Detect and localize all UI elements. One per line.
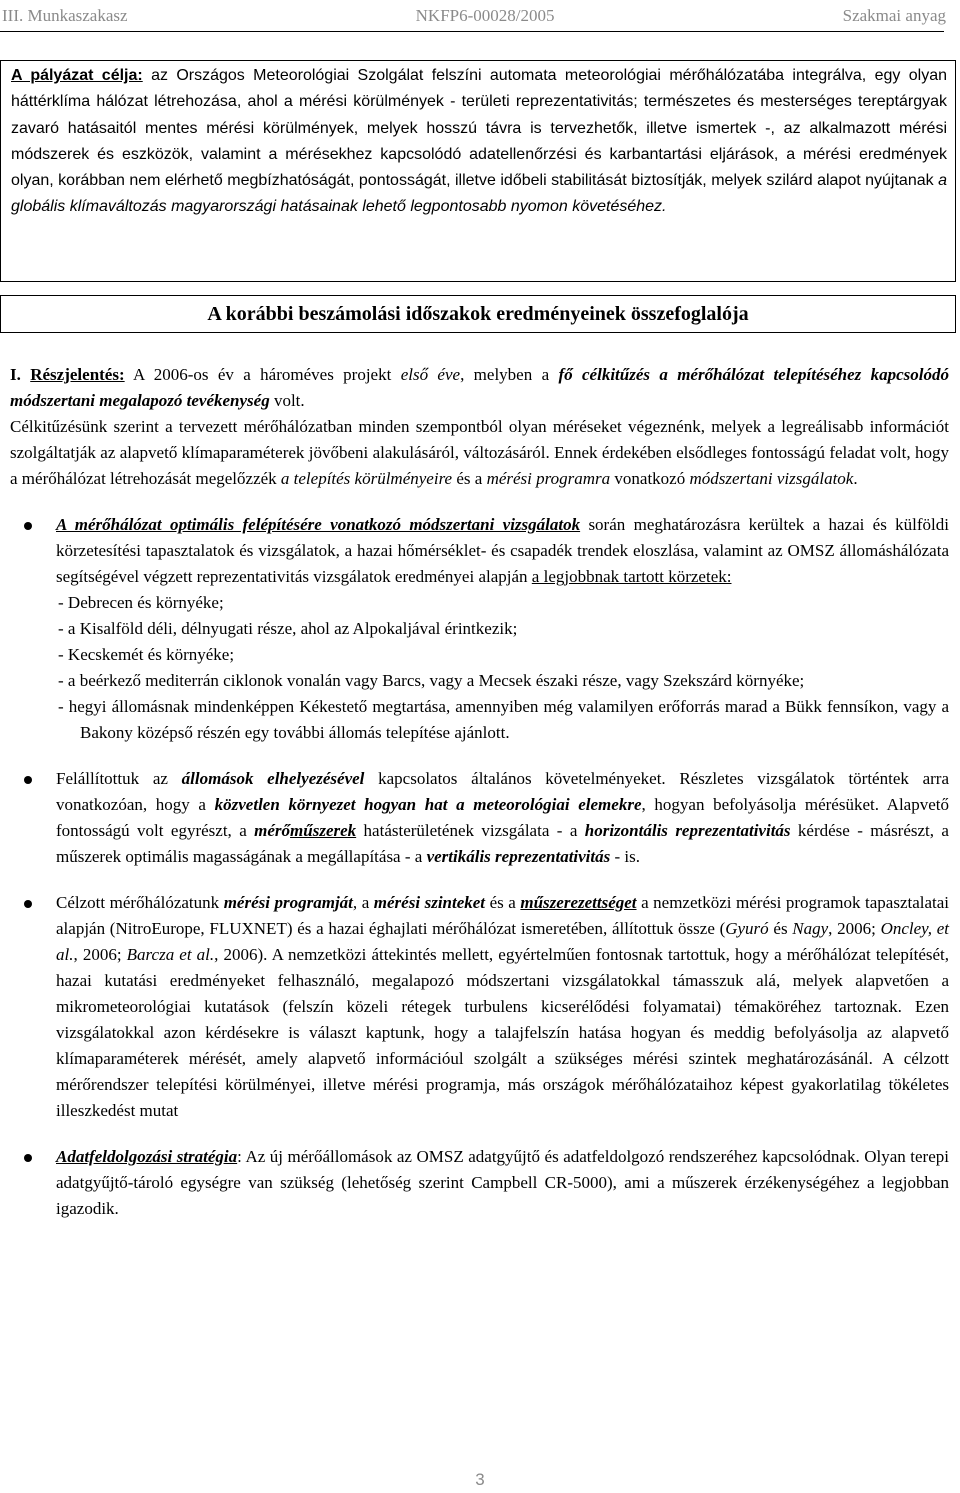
bullet-measurement-program: Célzott mérőhálózatunk mérési programját, a mérési szinteket és a műszerezettséget a nemzetközi mérési programok tapasztalatai alapján (NitroEurope, FLUXNET) és a hazai éghajlati mérőhálózat ismeretében, állítottuk össze (Gyuró és Nagy, 2006; Oncley, et al., 2006; Barcza et al., 2006). A nemzetközi áttekintés mellett, egyértelműen fontosnak tartottuk, hogy a mérőhálózat telepítését, hazai kutatási eredményeket felhasználó, megalapozó módszertani vizsgálatokkal támasszuk alá, melyek alapvetően a mikrometeorológiai kutatások (felszín közeli rétegek turbulens kicserélődési folyamatai) témaköréhez tartoznak. Ezen vizsgálatokkal azon kérdésekre is választ kaptunk, hogy a talajfelszín hatása hogyan és meddig befolyásolja az alapvető klímaparaméterek mérését, amely alapvető információul szolgált a szükséges mérési szintek meghatározásánál. A célzott mérőrendszer telepítési körülményei, illetve mérési programja, más országok mérőhálózataihoz képest gyakorlatilag tökéletes illeszkedést mutat xyxy=(10,890,949,1124)
list-item: - Kecskemét és környéke; xyxy=(58,645,235,664)
bullet-dot xyxy=(24,776,32,784)
list-item: - Debrecen és környéke; xyxy=(58,593,224,612)
page-number: 3 xyxy=(475,1470,485,1489)
page-header xyxy=(0,0,946,26)
bullet-network-design: A mérőhálózat optimális felépítésére vonatkozó módszertani vizsgálatok során meghatározásra kerültek a hazai és külföldi körzetesítési tapasztalatok és vizsgálatok, a hazai hőmérséklet- és csapadék trendek eloszlása, valamint az OMSZ állomáshálózata segítségével végzett reprezentativitás vizsgálatok eredményei alapján a legjobbnak tartott körzetek: - Debrecen és környéke; - a Kisalföld déli, délnyugati része, ahol az Alpokaljával érintkezik; - Kecskemét és környéke; - a beérkező mediterrán ciklonok vonalán vagy Barcs, vagy a Mecsek északi része, vagy Szekszárd környéke; - hegyi állomásnak mindenképpen Kékestető megtartása, amennyiben még valamilyen erőforrás marad a Bükk fennsíkon, vagy a Bakony középső részén egy további állomás telepítése ajánlott. xyxy=(10,512,949,746)
header-section: III. Munkaszakasz xyxy=(2,6,128,25)
bullet-dot xyxy=(24,1154,32,1162)
purpose-text: az Országos Meteorológiai Szolgálat felszíni automata meteorológiai mérőhálózatába integrálva, egy olyan háttérklíma hálózat létrehozása, ahol a mérési körülmények - területi reprezentativitás; természetes és mesterséges tereptárgyak zavaró hatásaitól mentes mérési körülmények, melyek hosszú távra is tervezhetők, illetve ismertek -, az alkalmazott mérési módszerek és eszközök, valamint a mérésekhez kapcsolódó adatellenőrzési és karbantartási eljárások, a mérési eredmények olyan, korábban nem elérhető megbízhatóságát, pontosságát, illetve időbeli stabilitását biztosítják, melyek szilárd alapot nyújtanak xyxy=(11,67,947,190)
goal-paragraph: Célkitűzésünk szerint a tervezett mérőhálózatban minden szempontból olyan méréseket végeznénk, melyek a legreálisabb információt szolgáltatják az alapvető klímaparaméterek jövőbeni alakulásáról, változásáról. Ennek érdekében elsődleges fontosságú feladat volt, hogy a mérőhálózat létrehozását megelőzzék a telepítés körülményeire és a mérési programra vonatkozó módszertani vizsgálatok. xyxy=(10,417,949,488)
header-divider xyxy=(0,31,944,32)
purpose-label: A pályázat célja: xyxy=(11,67,143,84)
report-body xyxy=(10,362,949,1222)
section-title-text: A korábbi beszámolási időszakok eredményeinek összefoglalója xyxy=(207,302,749,325)
bullet-dot xyxy=(24,522,32,530)
purpose-italic: a globális klímaváltozás magyarországi hatásainak lehető legpontosabb nyomon követéséhez. xyxy=(11,172,947,216)
report-numeral: I. xyxy=(10,365,31,384)
bullet-dot xyxy=(24,900,32,908)
section-title xyxy=(0,295,956,333)
report-intro: I. Részjelentés: A 2006-os év a hároméves projekt első éve, melyben a fő célkitűzés a mérőhálózat telepítéséhez kapcsolódó módszertani megalapozó tevékenység volt. xyxy=(10,365,950,410)
bullet-station-siting: Felállítottuk az állomások elhelyezésével kapcsolatos általános követelményeket. Részletes vizsgálatok történtek arra vonatkozóan, hogy a közvetlen környezet hogyan hat a meteorológiai elemekre, hogyan befolyásolja mérésüket. Alapvető fontosságú volt egyrészt, a mérőműszerek hatásterületének vizsgálata - a horizontális reprezentativitás kérdése - másrészt, a műszerek optimális magasságának a megállapítása - a vertikális reprezentativitás - is. xyxy=(10,766,949,870)
list-item: - hegyi állomásnak mindenképpen Kékestető megtartása, amennyiben még valamilyen erőforrás marad a Bükk fennsíkon, vagy a Bakony középső részén egy további állomás telepítése ajánlott. xyxy=(58,697,949,742)
list-item: - a beérkező mediterrán ciklonok vonalán vagy Barcs, vagy a Mecsek északi része, vagy Szekszárd környéke; xyxy=(58,671,805,690)
purpose-box xyxy=(0,60,956,282)
list-item: - a Kisalföld déli, délnyugati része, ahol az Alpokaljával érintkezik; xyxy=(58,619,518,638)
report-label: Részjelentés: xyxy=(30,365,125,384)
header-project-id: NKFP6-00028/2005 xyxy=(415,6,555,25)
bullet-data-strategy: Adatfeldolgozási stratégia: Az új mérőállomások az OMSZ adatgyűjtő és adatfeldolgozó rendszeréhez kapcsolódnak. Olyan terepi adatgyűjtő-tároló egységre van szükség (lehetőség szerint Campbell CR-5000), ami a műszerek érzékenységéhez a legjobban igazodik. xyxy=(10,1144,949,1222)
header-doc-type: Szakmai anyag xyxy=(842,6,946,25)
